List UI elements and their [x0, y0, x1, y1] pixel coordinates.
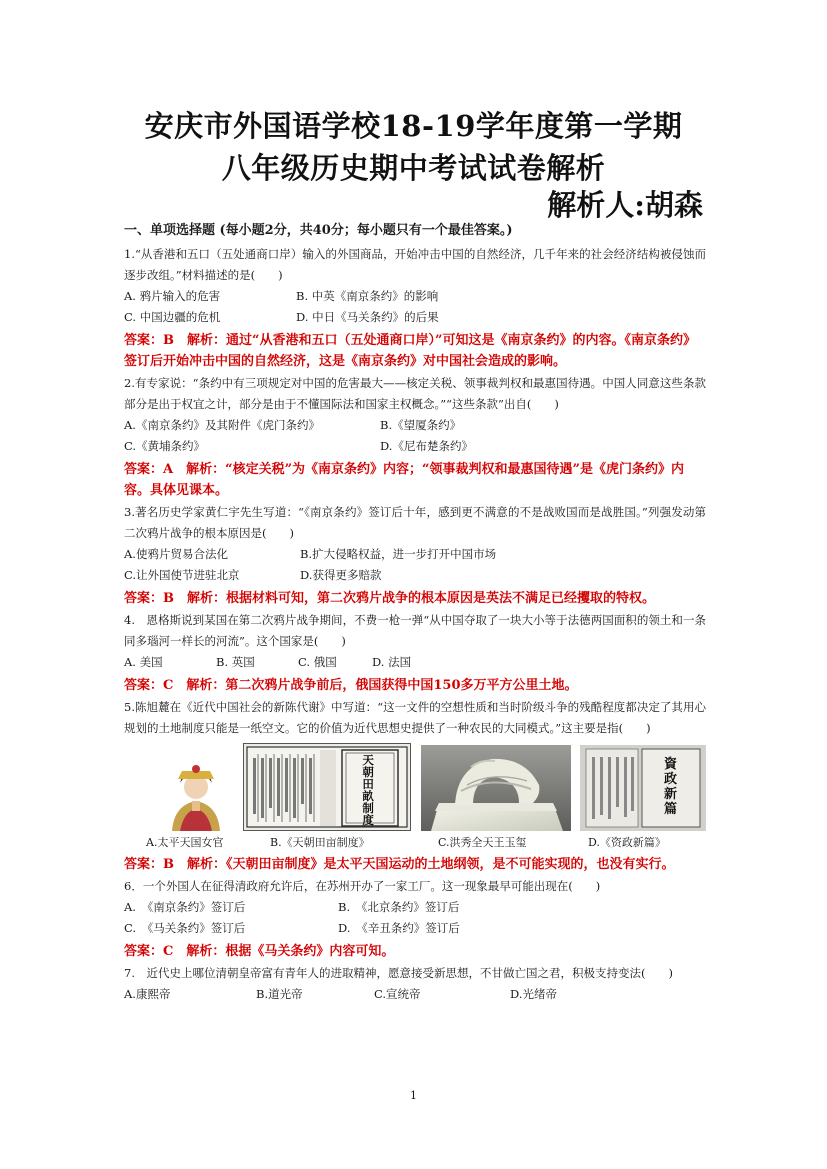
question-2-option-a: A.《南京条约》及其附件《虎门条约》 — [124, 418, 320, 432]
image-caption-b: B.《天朝田亩制度》 — [270, 836, 370, 849]
question-1-option-a: A. 鸦片输入的危害 — [124, 289, 221, 303]
question-6-option-d: D. 《辛丑条约》签订后 — [338, 921, 460, 935]
page-number: 1 — [410, 1089, 417, 1102]
question-3-option-a: A.使鸦片贸易合法化 — [124, 547, 228, 561]
zizheng-xinpian-book-image — [580, 745, 706, 831]
question-7-stem: 7. 近代史上哪位清朝皇帝富有青年人的进取精神，愿意接受新思想，不甘做亡国之君，积极支持变法( ) — [124, 966, 673, 980]
question-4-option-c: C. 俄国 — [298, 655, 337, 669]
image-caption-a: A.太平天国女官 — [146, 836, 224, 849]
tianchao-tianmu-document-image — [243, 743, 411, 831]
image-caption-c: C.洪秀全天王玉玺 — [438, 836, 527, 849]
question-4-options — [124, 652, 706, 673]
section-heading: 一、单项选择题 (每小题2分，共40分；每小题只有一个最佳答案。) — [124, 223, 513, 238]
question-6-option-a: A. 《南京条约》签订后 — [124, 900, 246, 914]
image-caption-d: D.《资政新篇》 — [588, 836, 666, 849]
question-5-stem: 5.陈旭麓在《近代中国社会的新陈代谢》中写道：“这一文件的空想性质和当时阶级斗争的残酷程度都决定了其用心规划的土地制度只能是一纸空文。它的价值为近代思想史提供了一种农民的大同模式。”这主要是指( ) — [124, 700, 706, 735]
question-4-option-d: D. 法国 — [372, 655, 412, 669]
question-3-options — [124, 544, 706, 586]
question-3-option-c: C.让外国使节进驻北京 — [124, 568, 240, 582]
question-6-stem: 6．一个外国人在征得清政府允许后，在苏州开办了一家工厂。这一现象最早可能出现在( ) — [124, 879, 601, 893]
author-line: 解析人:胡森 — [547, 188, 703, 222]
question-1-option-b: B. 中英《南京条约》的影响 — [296, 289, 439, 303]
question-4-option-b: B. 英国 — [216, 655, 255, 669]
question-1-stem: 1.“从香港和五口（五处通商口岸）输入的外国商品，开始冲击中国的自然经济，几千年来的社会经济结构被侵蚀而逐步改组。”材料描述的是( ) — [124, 247, 706, 282]
question-2-options — [124, 415, 706, 457]
page-title-line1: 安庆市外国语学校18-19学年度第一学期 — [144, 109, 683, 143]
question-2-option-d: D.《尼布楚条约》 — [380, 439, 473, 453]
question-2-stem: 2.有专家说：“条约中有三项规定对中国的危害最大——核定关税、领事裁判权和最惠国待遇。中国人同意这些条款部分是出于权宜之计，部分是由于不懂国际法和国家主权概念。”“这些条款”出自( ) — [124, 376, 706, 411]
question-6-option-c: C. 《马关条约》签订后 — [124, 921, 246, 935]
exam-content — [124, 221, 706, 1005]
question-5-answer: 答案：B 解析：《天朝田亩制度》是太平天国运动的土地纲领，是不可能实现的，也没有实行。 — [124, 857, 675, 872]
question-7-options — [124, 984, 706, 1005]
heavenly-king-jade-seal-image — [421, 745, 571, 831]
question-3-answer: 答案：B 解析：根据材料可知，第二次鸦片战争的根本原因是英法不满足已经攫取的特权。 — [124, 591, 655, 606]
question-1-options — [124, 286, 706, 328]
question-4-answer: 答案：C 解析：第二次鸦片战争前后，俄国获得中国150多万平方公里土地。 — [124, 678, 578, 693]
question-4-option-a: A. 美国 — [124, 655, 163, 669]
question-3-option-b: B.扩大侵略权益，进一步打开中国市场 — [300, 547, 497, 561]
tianchao-tianmu-seal-text: 天朝田畝制度 — [362, 753, 374, 827]
question-1-answer: 答案：B 解析：通过“从香港和五口（五处通商口岸）”可知这是《南京条约》的内容。《南京条约》签订后开始冲击中国的自然经济，这是《南京条约》对中国社会造成的影响。 — [124, 333, 696, 369]
question-6-options — [124, 897, 706, 939]
page-title-line2: 八年级历史期中考试试卷解析 — [221, 151, 606, 185]
question-6-option-b: B. 《北京条约》签订后 — [338, 900, 460, 914]
question-3-option-d: D.获得更多赔款 — [300, 568, 382, 582]
question-7-option-b: B.道光帝 — [256, 987, 303, 1001]
zizheng-xinpian-seal-text: 資政新篇 — [663, 757, 677, 817]
question-2-answer: 答案：A 解析：“核定关税”为《南京条约》内容；“领事裁判权和最惠国待遇”是《虎门条约》内容。具体见课本。 — [124, 462, 684, 498]
question-3-stem: 3.著名历史学家黄仁宇先生写道：“《南京条约》签订后十年，感到更不满意的不是战败国而是战胜国。”列强发动第二次鸦片战争的根本原因是( ) — [124, 505, 706, 540]
question-1-option-d: D. 中日《马关条约》的后果 — [296, 310, 439, 324]
question-2-option-c: C.《黄埔条约》 — [124, 439, 206, 453]
question-5-captions — [124, 834, 706, 852]
question-2-option-b: B.《望厦条约》 — [380, 418, 462, 432]
question-6-answer: 答案：C 解析：根据《马关条约》内容可知。 — [124, 944, 395, 959]
question-4-stem: 4. 恩格斯说到某国在第二次鸦片战争期间，不费一枪一弹“从中国夺取了一块大小等于法德两国面积的领土和一条同多瑙河一样长的河流”。这个国家是( ) — [124, 613, 706, 648]
question-7-option-a: A.康熙帝 — [124, 987, 171, 1001]
question-7-option-c: C.宣统帝 — [374, 987, 421, 1001]
question-5-images — [124, 745, 706, 831]
taiping-female-official-image — [158, 755, 234, 831]
question-1-option-c: C. 中国边疆的危机 — [124, 310, 221, 324]
question-7-option-d: D.光绪帝 — [510, 987, 557, 1001]
